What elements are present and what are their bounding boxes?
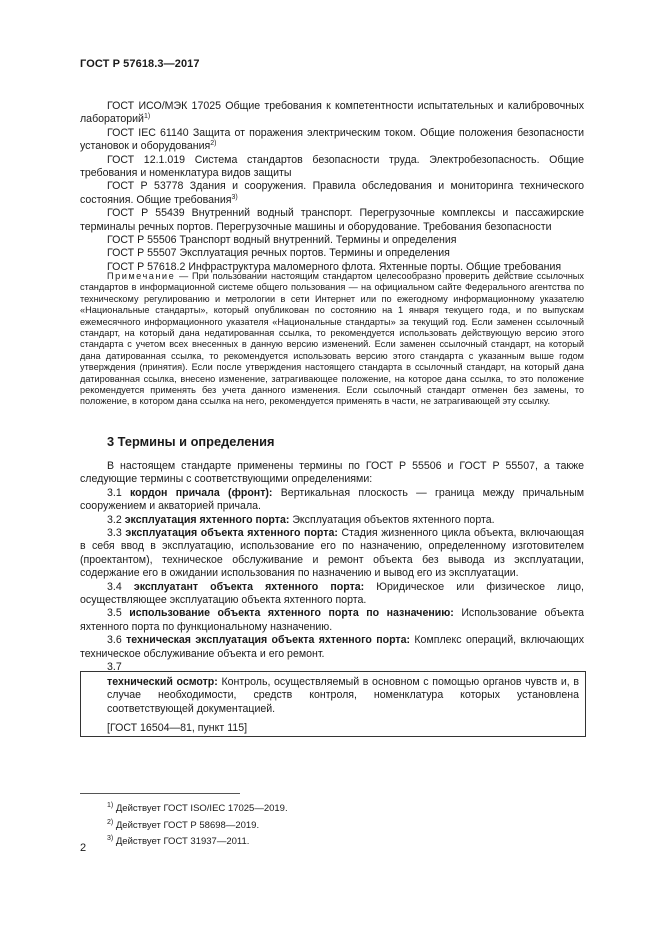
reference-text: ГОСТ ИСО/МЭК 17025 Общие требования к компетентности испытательных и калибровочных лабораторий bbox=[80, 100, 584, 126]
term-name: эксплуатант объекта яхтенного порта: bbox=[133, 580, 365, 593]
footnotes bbox=[107, 801, 288, 851]
term-source: [ГОСТ 16504—81, пункт 115] bbox=[107, 722, 248, 735]
reference-item bbox=[80, 234, 584, 247]
note-text: — При пользовании настоящим стандартом целесообразно проверить действие ссылочных стандартов в информационной системе общего пользования — на официальном сайте Федерального агентства по техническому регулированию и метрологии в сети Интернет или по ежегодному информационному указателю «Национальные стандарты», который опубликован по состоянию на 1 января текущего года, и по выпускам ежемесячного информационного указателя «Национальные стандарты» за текущий год. Если заменен ссылочный стандарт, на который дана недатированная ссылка, то рекомендуется использовать действующую версию этого стандарта с учетом всех внесенных в данную версию изменений. Если заменен ссылочный стандарт, на который дана датированная ссылка, то рекомендуется использовать версию этого стандарта с указанным выше годом утверждения (принятия). Если после утверждения настоящего стандарта в ссылочный стандарт, на который дана датированная ссылка, внесено изменение, затрагивающее положение, на которое дана ссылка, то это положение рекомендуется применять без учета данного изменения. Если ссылочный стандарт отменен без замены, то положение, в котором дана ссылка на него, рекомендуется применять в части, не затрагивающей эту ссылку. bbox=[80, 271, 584, 407]
term-definition: Контроль, осуществляемый в основном с помощью органов чувств и, в случае необходимости, средств контроля, номенклатура которых установлена соответствующей документацией. bbox=[107, 676, 579, 715]
footnote-mark: 2) bbox=[107, 818, 114, 826]
footnote-item bbox=[107, 834, 288, 851]
term-name: эксплуатация яхтенного порта: bbox=[124, 513, 290, 526]
terms-list bbox=[80, 460, 584, 675]
reference-text: ГОСТ Р 55506 Транспорт водный внутренний. Термины и определения bbox=[107, 234, 457, 247]
reference-text: ГОСТ 12.1.019 Система стандартов безопасности труда. Электробезопасность. Общие требования и номенклатура видов защиты bbox=[80, 153, 584, 180]
section-title: 3 Термины и определения bbox=[107, 434, 275, 449]
page-number: 2 bbox=[80, 842, 87, 854]
term-definition: Комплекс операций, включающих техническое обслуживание объекта и его ремонт. bbox=[80, 634, 584, 660]
term-number: 3.3 bbox=[107, 527, 122, 540]
term-number: 3.2 bbox=[107, 513, 122, 526]
term-number: 3.5 bbox=[107, 607, 122, 620]
footnote-mark: 3) bbox=[231, 193, 238, 201]
term-definition: Стадия жизненного цикла объекта, включающая в себя ввод в эксплуатацию, использование его по назначению, определенному изготовителем (проектантом), техническое обслуживание и ремонт объекта без вывода из эксплуатации, содержание его в ожидании использования по назначению и вывод его из эксплуатации. bbox=[80, 527, 585, 580]
footnote-text: Действует ГОСТ Р 58698—2019. bbox=[115, 819, 260, 831]
footnote-item bbox=[107, 801, 288, 818]
term-number: 3.6 bbox=[107, 634, 122, 647]
normative-references-list bbox=[80, 100, 584, 274]
footnote-text: Действует ГОСТ ISO/IEC 17025—2019. bbox=[115, 803, 288, 814]
reference-item bbox=[80, 180, 584, 207]
term-name: эксплуатация объекта яхтенного порта: bbox=[125, 527, 338, 540]
term-item bbox=[80, 487, 584, 514]
reference-text: ГОСТ Р 55439 Внутренний водный транспорт. Перегрузочные комплексы и пассажирские терминалы речных портов. Перегрузочные машины и оборудование. Требования безопасности bbox=[80, 207, 584, 233]
term-name: техническая эксплуатация объекта яхтенного порта: bbox=[126, 634, 411, 647]
reference-item bbox=[80, 127, 584, 154]
note-paragraph bbox=[80, 271, 584, 408]
term-number: 3.1 bbox=[107, 486, 122, 499]
reference-text: ГОСТ IEC 61140 Защита от поражения электрическим током. Общие положения безопасности установок и оборудования bbox=[80, 126, 584, 153]
reference-item bbox=[80, 100, 584, 127]
footnote-text: Действует ГОСТ 31937—2011. bbox=[115, 836, 250, 847]
footnote-mark: 2) bbox=[210, 140, 217, 148]
footnote-item bbox=[107, 818, 288, 835]
term-item bbox=[80, 514, 584, 527]
term-item bbox=[80, 581, 584, 608]
term-name: кордон причала (фронт): bbox=[130, 486, 273, 499]
footnote-mark: 1) bbox=[107, 802, 114, 809]
document-header: ГОСТ Р 57618.3—2017 bbox=[80, 58, 200, 70]
term-definition: Использование объекта яхтенного порта по функциональному назначению. bbox=[80, 607, 584, 633]
term-definition: Юридическое или физическое лицо, осуществляющее эксплуатацию объекта яхтенного порта. bbox=[80, 580, 584, 607]
term-item bbox=[80, 607, 584, 634]
term-name: использование объекта яхтенного порта по назначению: bbox=[129, 607, 454, 620]
term-definition: Эксплуатация объектов яхтенного порта. bbox=[289, 513, 495, 526]
term-name: технический осмотр: bbox=[107, 676, 218, 688]
reference-item bbox=[80, 154, 584, 181]
reference-text: ГОСТ Р 55507 Эксплуатация речных портов. Термины и определения bbox=[107, 247, 450, 260]
section-intro: В настоящем стандарте применены термины по ГОСТ Р 55506 и ГОСТ Р 55507, а также следующие термины с соответствующими определениями: bbox=[80, 460, 584, 486]
reference-text: ГОСТ Р 57618.2 Инфраструктура маломерного флота. Яхтенные порты. Общие требования bbox=[107, 260, 562, 273]
reference-item bbox=[80, 247, 584, 260]
term-item bbox=[80, 527, 584, 581]
term-number: 3.4 bbox=[107, 580, 122, 593]
term-item bbox=[80, 634, 584, 661]
term-number: 3.7 bbox=[107, 661, 122, 674]
footnote-mark: 1) bbox=[143, 113, 151, 121]
note-label: Примечание bbox=[107, 271, 176, 281]
boxed-term-definition bbox=[80, 671, 586, 737]
footnote-divider bbox=[80, 793, 240, 794]
term-definition: Вертикальная плоскость — граница между причальным сооружением и акваторией причала. bbox=[80, 486, 584, 513]
reference-item bbox=[80, 207, 584, 234]
reference-text: ГОСТ Р 53778 Здания и сооружения. Правила обследования и мониторинга технического состояния. Общие требования bbox=[80, 180, 584, 206]
footnote-mark: 3) bbox=[107, 835, 114, 842]
